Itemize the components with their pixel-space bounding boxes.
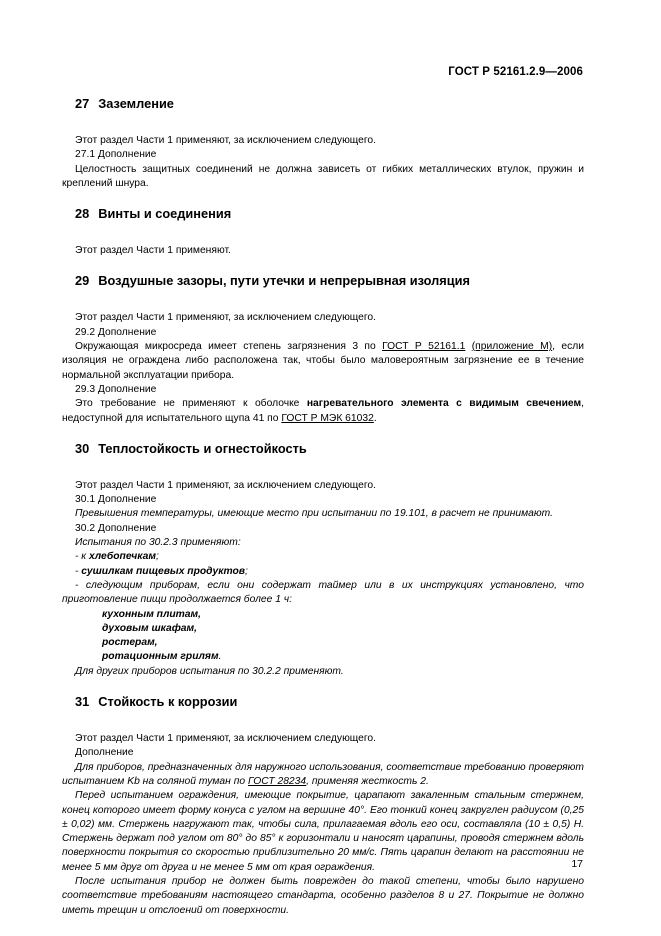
page-content xyxy=(62,96,584,918)
document-code-header: ГОСТ Р 52161.2.9—2006 xyxy=(448,66,583,78)
section-28-heading xyxy=(62,206,584,222)
section-number: 29 xyxy=(75,273,90,289)
paragraph: Этот раздел Части 1 применяют. xyxy=(75,245,231,257)
section-title: Стойкость к коррозии xyxy=(98,694,238,710)
paragraph: Этот раздел Части 1 применяют, за исключением следующего. xyxy=(75,135,377,146)
section-title: Заземление xyxy=(98,96,174,111)
paragraph: Окружающая микросреда имеет степень загрязнения 3 по ГОСТ Р 52161.1 (приложение М), если изоляция не ограждена либо расположена так, чтобы было маловероятным загрязнение ее в течение нормальной эксплуатации прибора. xyxy=(62,341,585,381)
section-31-heading xyxy=(62,694,584,710)
list-item: - к хлебопечкам; xyxy=(75,551,159,563)
appliance-list-item: кухонным плитам, xyxy=(102,608,202,620)
list-item: - следующим приборам, если они содержат таймер или в их инструкциях установлено, что приготовление пищи продолжается более 1 ч: xyxy=(62,579,584,606)
section-title: Винты и соединения xyxy=(98,206,232,222)
section-title: Воздушные зазоры, пути утечки и непрерывная изоляция xyxy=(98,273,470,289)
subclause-label: 29.2 Дополнение xyxy=(75,326,157,338)
paragraph: Испытания по 30.2.3 применяют: xyxy=(75,537,241,549)
paragraph: Целостность защитных соединений не должна зависеть от гибких металлических втулок, пружин и креплений шнура. xyxy=(62,163,584,189)
subclause-label: 30.1 Дополнение xyxy=(75,494,157,506)
subclause-label: 27.1 Дополнение xyxy=(75,149,157,161)
subclause-label: 30.2 Дополнение xyxy=(75,522,157,534)
defined-term: нагревательного элемента с видимым свечением xyxy=(306,398,582,410)
appliance-list-item: духовым шкафам, xyxy=(102,622,198,634)
paragraph: Для других приборов испытания по 30.2.2 применяют. xyxy=(75,665,344,677)
section-number: 28 xyxy=(75,206,90,222)
paragraph: Этот раздел Части 1 применяют, за исключением следующего. xyxy=(75,733,377,745)
section-29-heading xyxy=(62,273,584,289)
section-title: Теплостойкость и огнестойкость xyxy=(98,440,307,456)
section-30-heading xyxy=(62,441,584,457)
appliance-list-item: ростерам, xyxy=(102,637,158,649)
standard-link[interactable]: ГОСТ Р 52161.1 xyxy=(382,341,466,353)
annex-link[interactable]: (приложение М) xyxy=(471,341,553,353)
paragraph: Этот раздел Части 1 применяют, за исключением следующего. xyxy=(75,312,377,324)
page-number: 17 xyxy=(571,858,583,870)
list-item: - сушилкам пищевых продуктов; xyxy=(75,565,248,577)
paragraph: Превышения температуры, имеющие место при испытании по 19.101, в расчет не принимают. xyxy=(75,508,553,520)
standard-link[interactable]: ГОСТ Р МЭК 61032 xyxy=(281,412,374,424)
paragraph: Для приборов, предназначенных для наружного использования, соответствие требованию проверяют испытанием Kb на соляной туман по ГОСТ 28234, применяя жесткость 2. xyxy=(62,761,584,787)
subclause-label: 29.3 Дополнение xyxy=(75,383,157,395)
appliance-list-item: ротационным грилям. xyxy=(102,651,222,663)
paragraph: Перед испытанием ограждения, имеющие покрытие, царапают закаленным стальным стержнем, конец которого имеет форму конуса с углом на вершине 40°. Его тонкий конец закруглен радиусом (0,25 ± 0,02) мм. Стержень нагружают так, чтобы сила, прилагаемая вдоль его оси, составляла (10 ± 0,5) Н. Стержень держат под углом от 80° до 85° к горизонтали и наносят царапины, проводя стержнем вдоль поверхности покрытия со скоростью приблизительно 20 мм/с. Пять царапин делают на расстоянии не менее 5 мм друг от друга и не менее 5 мм от края ограждения. xyxy=(62,790,584,873)
paragraph: После испытания прибор не должен быть поврежден до такой степени, чтобы было нарушено соответствие требованиям настоящего стандарта, особенно разделов 8 и 27. Покрытие не должно иметь трещин и отслоений от поверхности. xyxy=(62,875,584,916)
section-number: 31 xyxy=(75,694,90,710)
section-number: 30 xyxy=(75,440,90,456)
paragraph: Это требование не применяют к оболочке нагревательного элемента с видимым свечением, недоступной для испытательного щупа 41 по ГОСТ Р МЭК 61032. xyxy=(62,398,584,424)
paragraph: Этот раздел Части 1 применяют, за исключением следующего. xyxy=(75,479,377,491)
subclause-label: Дополнение xyxy=(75,747,134,759)
section-27-heading xyxy=(62,96,584,112)
standard-link[interactable]: ГОСТ 28234 xyxy=(247,775,307,787)
section-number: 27 xyxy=(75,96,90,111)
